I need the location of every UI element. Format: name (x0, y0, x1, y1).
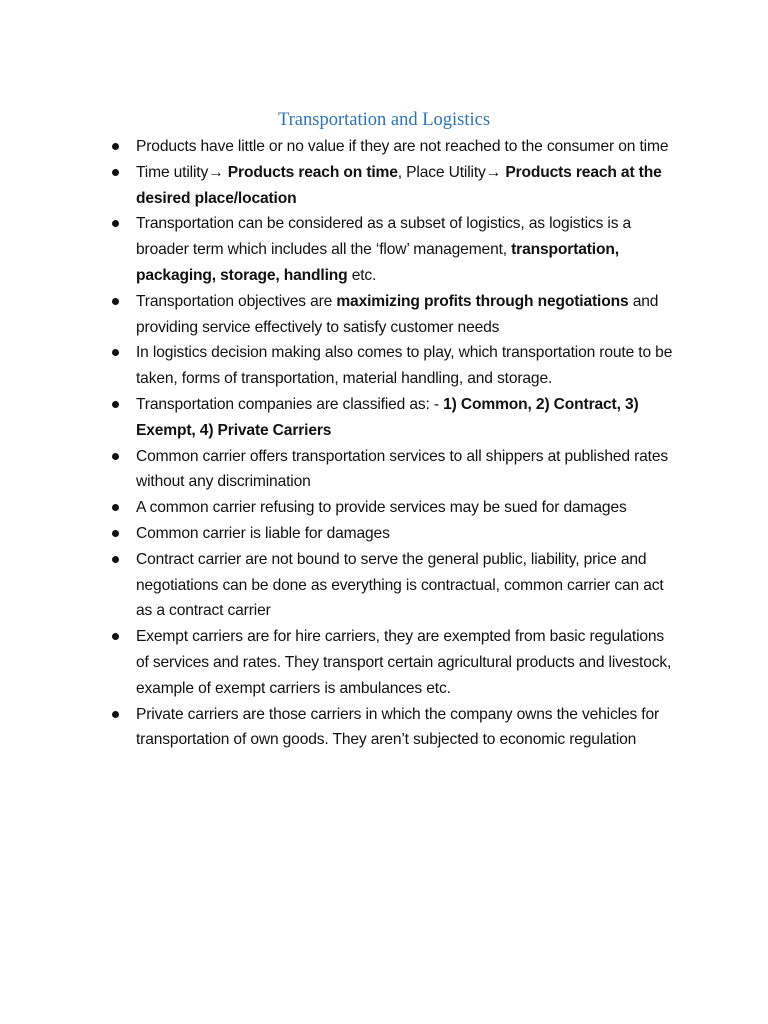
bullet-dot-icon (112, 349, 119, 356)
bullet-text-segment: , Place Utility (397, 163, 486, 181)
bullet-text (136, 396, 639, 439)
bullet-item (108, 340, 680, 392)
bullet-text (136, 293, 658, 336)
bullet-text (136, 499, 627, 516)
bullet-text-segment: etc. (347, 266, 377, 284)
bullet-item (108, 289, 680, 341)
bullet-text (136, 551, 664, 620)
bullet-text-segment: → (208, 163, 228, 181)
bullet-text (136, 706, 659, 749)
bullet-dot-icon (112, 504, 119, 511)
bullet-item (108, 521, 680, 547)
bullet-text-segment: Contract carrier are not bound to serve the general public, liability, price and negotiations can be done as everything is contractual, common carrier can act as a contract carrier (136, 550, 664, 620)
bullet-text-segment: In logistics decision making also comes to play, which transportation route to be taken, forms of transportation, material handling, and storage. (136, 344, 673, 388)
bullet-dot-icon (112, 530, 119, 537)
bullet-item (108, 392, 680, 444)
bullet-text (136, 138, 668, 155)
bullet-text (136, 448, 668, 491)
bullet-dot-icon (112, 711, 119, 718)
bullet-text (136, 215, 631, 284)
bullet-text-segment: Common carrier offers transportation services to all shippers at published rates without any discrimination (136, 447, 669, 491)
bullet-dot-icon (112, 220, 119, 227)
bullet-dot-icon (112, 453, 119, 460)
bullet-bold-text: maximizing profits through negotiations (336, 292, 629, 310)
bullet-bold-text: 1) Common, 2) Contract, 3) Exempt, 4) Private Carriers (136, 395, 639, 439)
bullet-bold-text: transportation, packaging, storage, handling (136, 241, 619, 284)
bullet-item (108, 160, 680, 212)
bullet-bold-text: Products reach on time (227, 163, 398, 181)
bullet-item (108, 624, 680, 701)
bullet-text (136, 164, 662, 207)
bullet-dot-icon (112, 143, 119, 150)
bullet-text-segment: Transportation companies are classified as: - (136, 395, 444, 413)
bullet-dot-icon (112, 169, 119, 176)
bullet-item (108, 547, 680, 624)
bullet-text (136, 344, 672, 387)
bullet-item (108, 495, 680, 521)
bullet-text (136, 525, 390, 542)
bullet-text (136, 628, 671, 697)
bullet-text-segment: Common carrier is liable for damages (136, 524, 390, 542)
bullet-text-segment: Transportation can be considered as a subset of logistics, as logistics is a broader term which includes all the ‘flow’ management, (136, 215, 632, 259)
bullet-text-segment: Transportation objectives are (136, 292, 337, 310)
bullet-text-segment: Products have little or no value if they are not reached to the consumer on time (136, 138, 669, 155)
bullet-dot-icon (112, 298, 119, 305)
bullet-item (108, 211, 680, 288)
bullet-text-segment: → (485, 163, 506, 181)
bullet-dot-icon (112, 556, 119, 563)
bullet-text-segment: A common carrier refusing to provide services may be sued for damages (136, 499, 627, 517)
bullet-text-segment: Private carriers are those carriers in which the company owns the vehicles for transportation of own goods. They aren’t subjected to economic regulation (136, 705, 660, 749)
bullet-item (108, 702, 680, 754)
bullet-bold-text: Products reach at the desired place/location (136, 163, 662, 207)
bullet-item (108, 134, 680, 160)
bullet-item (108, 444, 680, 496)
document-title: Transportation and Logistics (277, 110, 491, 130)
bullet-text-segment: and providing service effectively to satisfy customer needs (136, 292, 659, 336)
bullet-text-segment: Exempt carriers are for hire carriers, they are exempted from basic regulations of services and rates. They transport certain agricultural products and livestock, example of exempt carriers is ambulances etc. (136, 628, 672, 697)
bullet-dot-icon (112, 401, 119, 408)
bullet-dot-icon (112, 633, 119, 640)
bullet-text-segment: Time utility (136, 163, 209, 181)
bullet-list (108, 134, 680, 753)
